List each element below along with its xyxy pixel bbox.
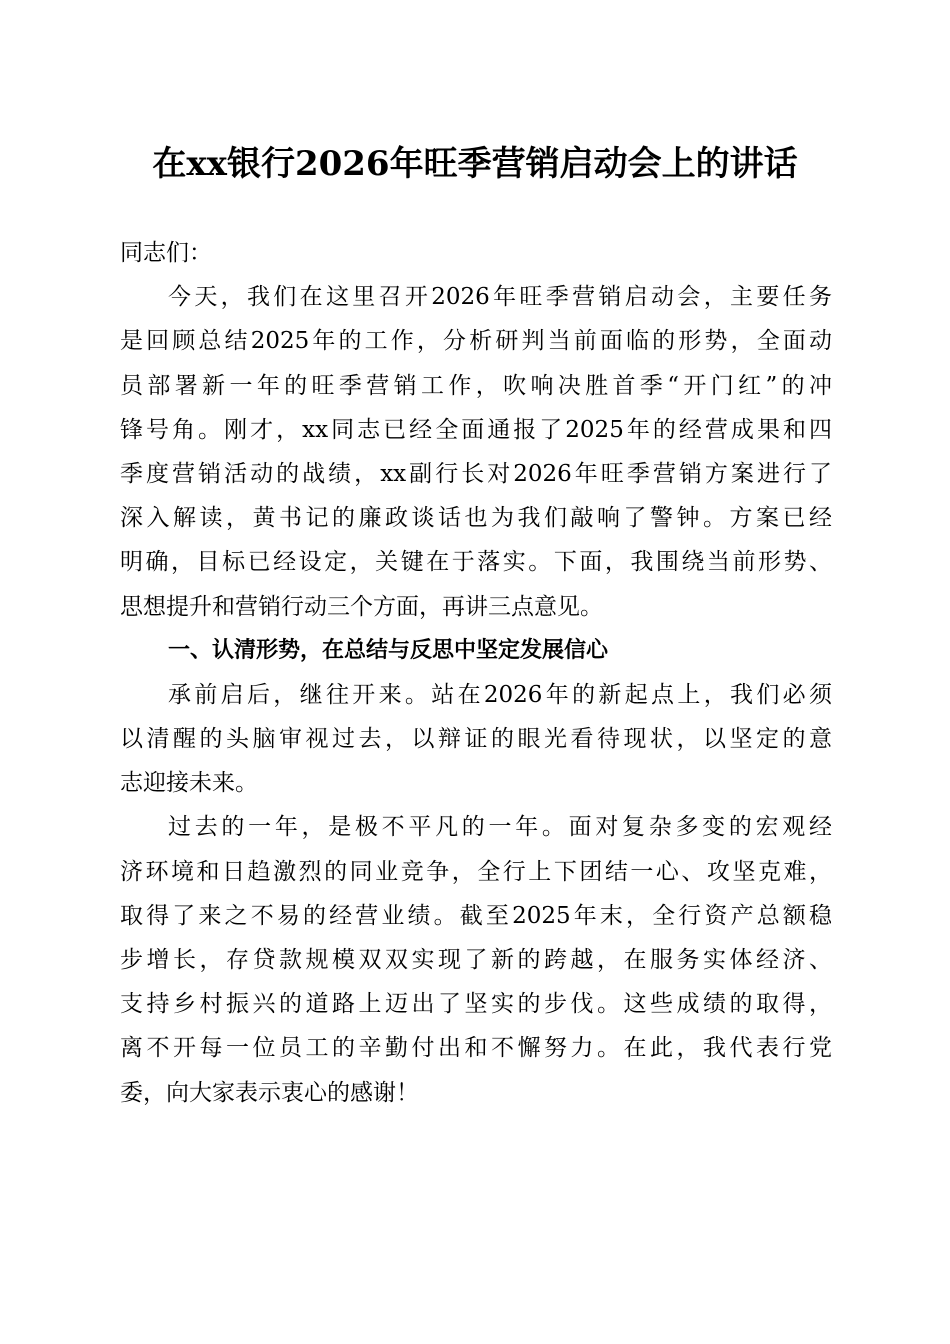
text-line: 济环境和日趋激烈的同业竞争，全行上下团结一心、攻坚克难， [120,858,832,885]
text-line: 步增长，存贷款规模双双实现了新的跨越，在服务实体经济、 [120,947,832,973]
text-line: 锋号角。刚才，xx同志已经全面通报了2025年的经营成果和四 [120,416,832,443]
text-line: 取得了来之不易的经营业绩。截至2025年末，全行资产总额稳 [120,902,832,929]
document-body [120,231,832,1115]
text-line: 以清醒的头脑审视过去，以辩证的眼光看待现状，以坚定的意 [120,726,832,753]
text-line: 承前启后，继往开来。站在2026年的新起点上，我们必须 [168,681,832,708]
text-line: 离不开每一位员工的辛勤付出和不懈努力。在此，我代表行党 [120,1035,832,1062]
document-title: 在xx银行2026年旺季营销启动会上的讲话 [152,144,798,184]
text-line: 委，向大家表示衷心的感谢！ [120,1079,419,1106]
text-line: 今天，我们在这里召开2026年旺季营销启动会，主要任务 [168,284,832,311]
section-heading [120,629,832,673]
text-line: 员部署新一年的旺季营销工作，吹响决胜首季“开门红”的冲 [120,372,832,399]
paragraph [120,275,832,629]
text-line: 志迎接未来。 [120,770,258,797]
paragraph [120,805,832,1114]
text-line: 是回顾总结2025年的工作，分析研判当前面临的形势，全面动 [120,328,832,355]
text-line: 支持乡村振兴的道路上迈出了坚实的步伐。这些成绩的取得， [120,991,832,1018]
text-line: 明确，目标已经设定，关键在于落实。下面，我围绕当前形势、 [120,549,832,576]
text-line: 季度营销活动的战绩，xx副行长对2026年旺季营销方案进行了 [120,460,832,487]
text-line: 一、认清形势，在总结与反思中坚定发展信心 [168,637,609,663]
salutation: 同志们： [120,240,212,266]
paragraphs [120,275,832,1115]
paragraph [120,673,832,806]
text-line: 思想提升和营销行动三个方面，再讲三点意见。 [120,593,603,620]
text-line: 深入解读，黄书记的廉政谈话也为我们敲响了警钟。方案已经 [120,505,832,532]
text-line: 过去的一年，是极不平凡的一年。面对复杂多变的宏观经 [168,814,832,841]
